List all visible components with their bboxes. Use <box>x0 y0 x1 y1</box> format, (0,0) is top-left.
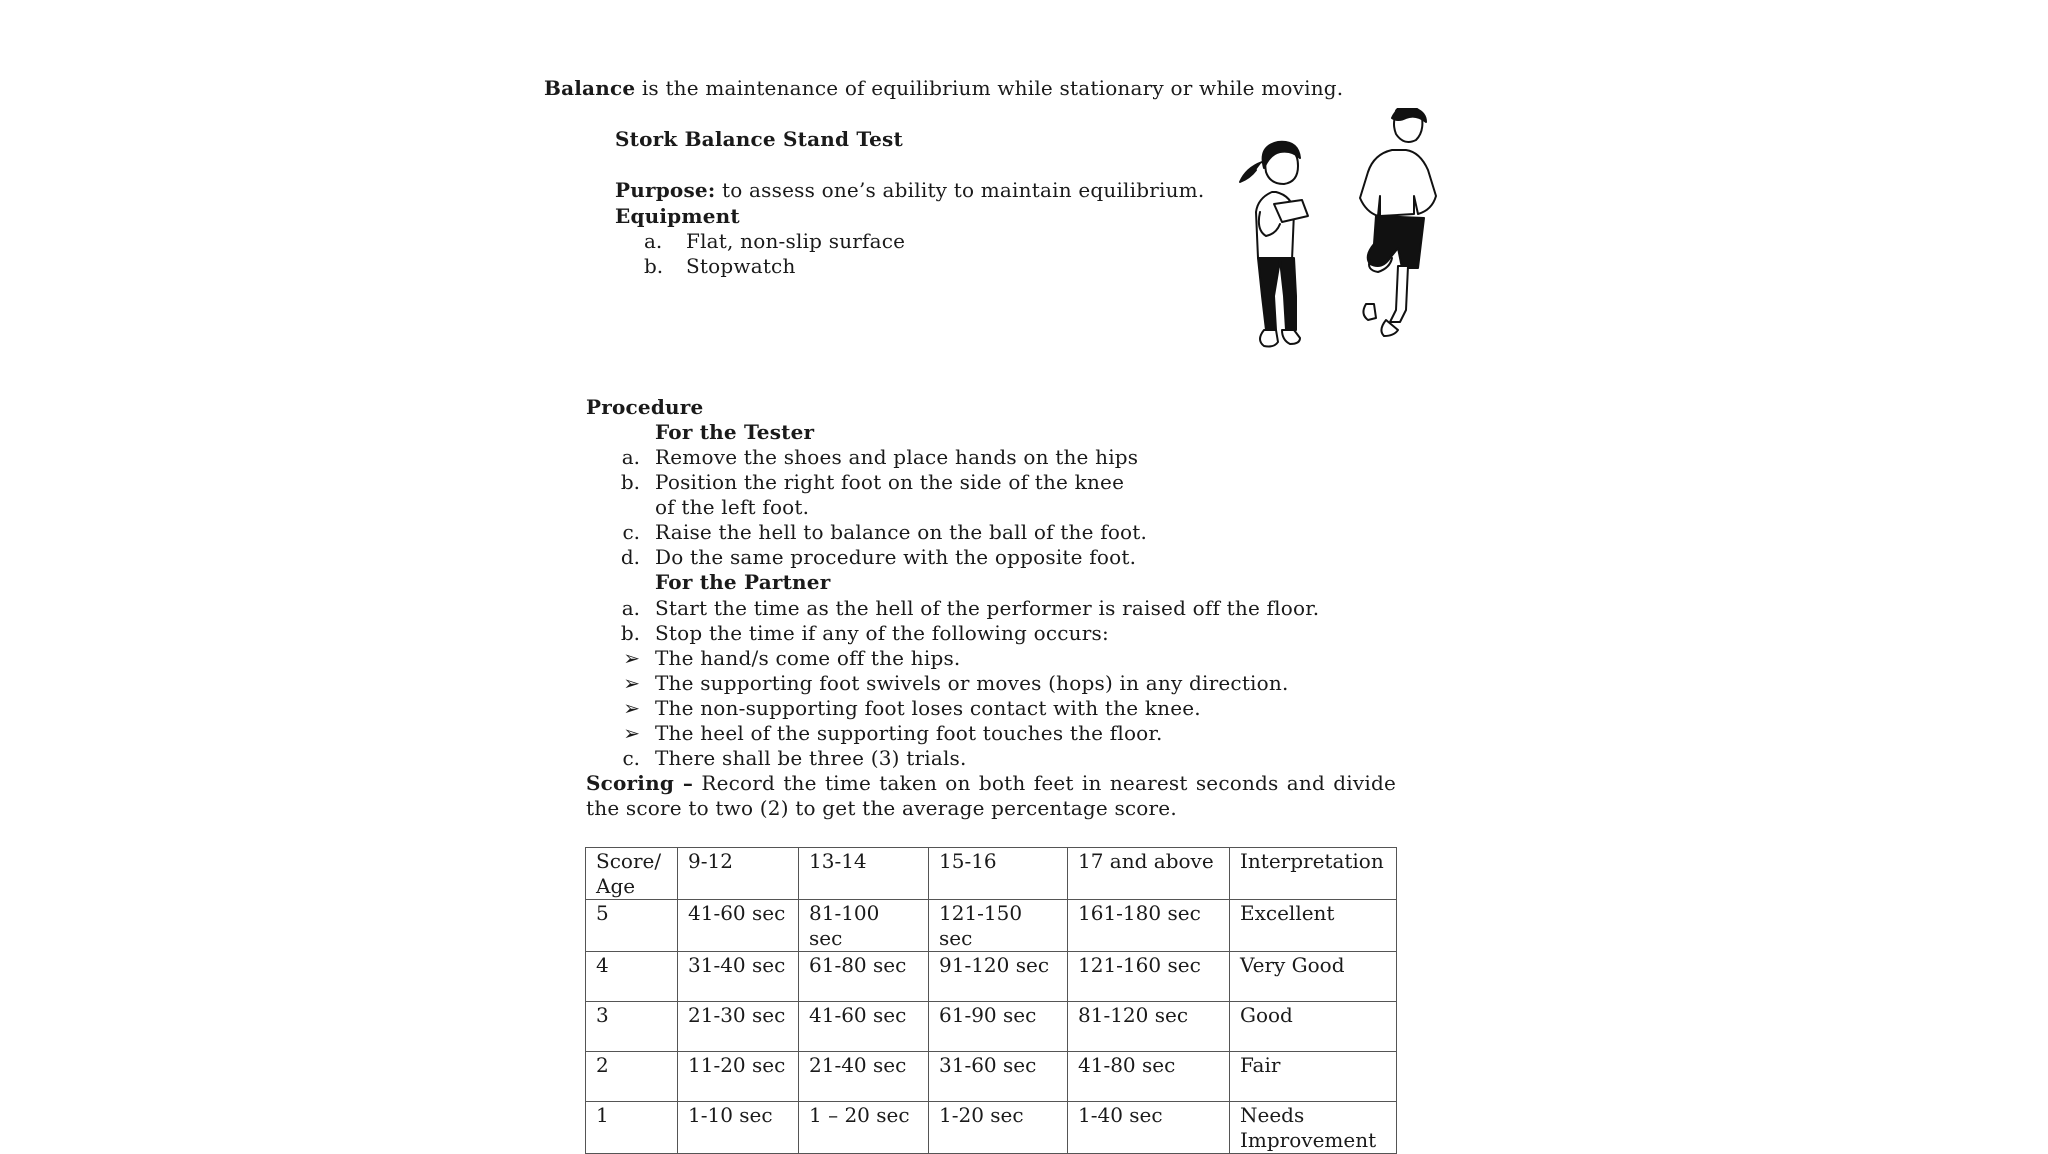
equipment-marker: b. <box>644 254 664 278</box>
tester-step-continuation: of the left foot. <box>655 495 810 519</box>
tester-step: Raise the hell to balance on the ball of the foot. <box>655 520 1148 544</box>
equipment-heading: Equipment <box>615 204 740 228</box>
step-marker: a. <box>621 445 640 469</box>
scoring-text: Record the time taken on both feet in nearest seconds and divide the score to two (2) to get the average percentage score. <box>586 771 1396 820</box>
equipment-item: Flat, non-slip surface <box>686 229 906 253</box>
time-cell: 61-90 sec <box>929 1002 1068 1052</box>
time-cell: 161-180 sec <box>1068 900 1230 952</box>
step-marker: d. <box>620 545 640 569</box>
time-cell: 1-10 sec <box>678 1102 799 1154</box>
partner-step: There shall be three (3) trials. <box>655 746 967 770</box>
stork-stand-illustration <box>1228 108 1482 380</box>
purpose-label: Purpose: <box>615 178 716 202</box>
time-cell: 61-80 sec <box>799 952 929 1002</box>
time-cell: 121-150 sec <box>929 900 1068 952</box>
score-cell: 2 <box>586 1052 678 1102</box>
purpose-line <box>615 178 1204 203</box>
performer-figure <box>1360 108 1436 336</box>
time-cell: 121-160 sec <box>1068 952 1230 1002</box>
bullet-arrow-icon: ➢ <box>623 671 640 695</box>
header-cell: Interpretation <box>1230 848 1397 900</box>
time-cell: 81-100 sec <box>799 900 929 952</box>
time-cell: 1-40 sec <box>1068 1102 1230 1154</box>
header-cell: 17 and above <box>1068 848 1230 900</box>
procedure-heading: Procedure <box>586 395 704 419</box>
intro-definition: is the maintenance of equilibrium while stationary or while moving. <box>635 76 1344 100</box>
table-row <box>586 1102 1397 1154</box>
header-cell: 9-12 <box>678 848 799 900</box>
partner-condition: The non-supporting foot loses contact with the knee. <box>655 696 1201 720</box>
table-header-row <box>586 848 1397 900</box>
table-row <box>586 1002 1397 1052</box>
partner-step: Start the time as the hell of the performer is raised off the floor. <box>655 596 1320 620</box>
interpretation-cell: Needs Improvement <box>1230 1102 1397 1154</box>
test-title: Stork Balance Stand Test <box>615 127 903 151</box>
tester-figure <box>1240 142 1308 347</box>
time-cell: 21-30 sec <box>678 1002 799 1052</box>
interpretation-cell: Fair <box>1230 1052 1397 1102</box>
step-marker: c. <box>622 520 640 544</box>
score-cell: 3 <box>586 1002 678 1052</box>
table-row <box>586 900 1397 952</box>
score-table <box>585 847 1397 1154</box>
time-cell: 31-40 sec <box>678 952 799 1002</box>
partner-condition: The hand/s come off the hips. <box>655 646 961 670</box>
interpretation-cell: Excellent <box>1230 900 1397 952</box>
tester-step: Remove the shoes and place hands on the hips <box>655 445 1139 469</box>
partner-condition: The heel of the supporting foot touches the floor. <box>655 721 1163 745</box>
header-cell: 13-14 <box>799 848 929 900</box>
time-cell: 81-120 sec <box>1068 1002 1230 1052</box>
score-cell: 4 <box>586 952 678 1002</box>
time-cell: 1 – 20 sec <box>799 1102 929 1154</box>
time-cell: 31-60 sec <box>929 1052 1068 1102</box>
interpretation-cell: Very Good <box>1230 952 1397 1002</box>
step-marker: b. <box>620 470 640 494</box>
time-cell: 41-60 sec <box>678 900 799 952</box>
bullet-arrow-icon: ➢ <box>623 696 640 720</box>
scoring-paragraph <box>586 771 1396 821</box>
step-marker: c. <box>622 746 640 770</box>
partner-condition: The supporting foot swivels or moves (hops) in any direction. <box>655 671 1289 695</box>
bullet-arrow-icon: ➢ <box>623 646 640 670</box>
intro-term: Balance <box>544 76 636 100</box>
step-marker: b. <box>620 621 640 645</box>
tester-step: Do the same procedure with the opposite foot. <box>655 545 1137 569</box>
tester-step: Position the right foot on the side of the knee <box>655 470 1125 494</box>
partner-heading: For the Partner <box>655 570 831 594</box>
time-cell: 21-40 sec <box>799 1052 929 1102</box>
score-cell: 5 <box>586 900 678 952</box>
equipment-item: Stopwatch <box>686 254 796 278</box>
time-cell: 91-120 sec <box>929 952 1068 1002</box>
time-cell: 1-20 sec <box>929 1102 1068 1154</box>
partner-step: Stop the time if any of the following occurs: <box>655 621 1109 645</box>
intro-paragraph <box>544 76 1343 101</box>
time-cell: 41-80 sec <box>1068 1052 1230 1102</box>
time-cell: 11-20 sec <box>678 1052 799 1102</box>
step-marker: a. <box>621 596 640 620</box>
bullet-arrow-icon: ➢ <box>623 721 640 745</box>
equipment-marker: a. <box>644 229 663 253</box>
purpose-text: to assess one’s ability to maintain equilibrium. <box>715 178 1205 202</box>
header-cell: 15-16 <box>929 848 1068 900</box>
tester-heading: For the Tester <box>655 420 815 444</box>
scoring-label: Scoring – <box>586 771 694 795</box>
table-row <box>586 952 1397 1002</box>
score-cell: 1 <box>586 1102 678 1154</box>
table-row <box>586 1052 1397 1102</box>
header-cell: Score/ Age <box>586 848 678 900</box>
time-cell: 41-60 sec <box>799 1002 929 1052</box>
interpretation-cell: Good <box>1230 1002 1397 1052</box>
